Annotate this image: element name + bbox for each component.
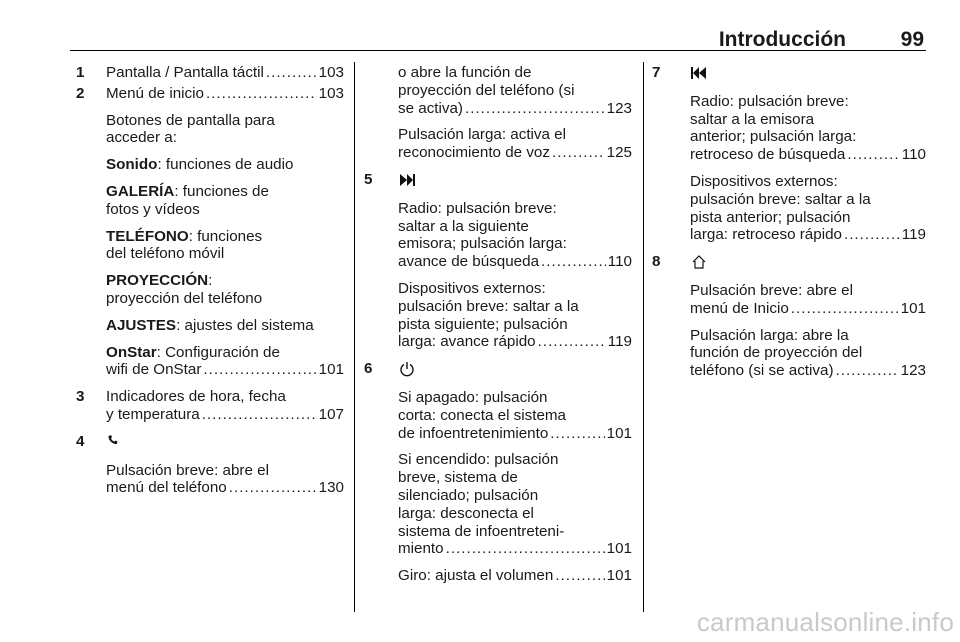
text-line: Si encendido: pulsación (398, 451, 559, 469)
page-ref: 123 (606, 99, 632, 117)
leader-dots (203, 361, 316, 379)
text: : (208, 272, 213, 290)
text-line: emisora; pulsación larga: (398, 235, 567, 253)
text-line: Pulsación breve: abre el (690, 281, 853, 299)
text-line: Pulsación larga: abre la (690, 326, 849, 344)
leader-dots (844, 226, 900, 244)
text: : funciones de (174, 182, 269, 200)
text-line: anterior; pulsación larga: (690, 128, 857, 146)
page-ref: 110 (607, 253, 632, 271)
entry-number: 3 (76, 388, 85, 406)
text: : ajustes del sistema (176, 316, 314, 334)
leader-dots (541, 253, 606, 271)
text: : Configuración de (156, 343, 280, 361)
column-divider-right (643, 62, 644, 612)
entry-number: 5 (364, 170, 373, 188)
text-line: y temperatura (106, 405, 200, 423)
phone-icon (106, 433, 344, 453)
leader-dots (836, 362, 899, 380)
page-ref: 123 (900, 362, 926, 380)
page-ref: 119 (901, 226, 926, 244)
entry-8 (650, 253, 926, 380)
entry-7 (650, 64, 926, 244)
text-line: larga: avance rápido (398, 333, 536, 351)
leader-dots (538, 333, 606, 351)
text-line: Giro: ajusta el volumen (398, 567, 554, 585)
page-header (70, 20, 926, 51)
text-line: Botones de pantalla para (106, 111, 275, 129)
page-ref: 125 (606, 144, 632, 162)
page-ref: 101 (606, 540, 632, 558)
paragraph (106, 344, 344, 380)
entry-3 (74, 388, 344, 424)
page-ref: 103 (318, 84, 344, 102)
text-line: menú del teléfono (106, 479, 227, 497)
entry-text: Pantalla / Pantalla táctil (106, 64, 264, 81)
text-line: se activa) (398, 99, 463, 117)
entry-4-continued (362, 64, 632, 162)
leader-dots (791, 300, 899, 318)
column-divider-left (354, 62, 355, 612)
leader-dots (552, 144, 605, 162)
text-line: de infoentretenimiento (398, 424, 549, 442)
text-line: saltar a la emisora (690, 110, 815, 128)
column-1 (74, 64, 344, 506)
page-ref: 130 (318, 479, 344, 497)
previous-track-icon (690, 64, 926, 84)
column-2 (362, 64, 632, 594)
text-line: Radio: pulsación breve: (398, 199, 557, 217)
entry-5 (362, 171, 632, 351)
entry-number: 4 (76, 432, 85, 450)
term: Sonido (106, 156, 158, 174)
entry-number: 2 (76, 84, 85, 102)
page-ref: 119 (607, 333, 632, 351)
term: TELÉFONO (106, 227, 189, 245)
text-line: larga: retroceso rápido (690, 226, 842, 244)
text-line: retroceso de búsqueda (690, 146, 846, 164)
leader-dots (465, 100, 605, 118)
text-line: o abre la función de (398, 64, 532, 81)
entry-number: 7 (652, 64, 661, 81)
leader-dots (229, 479, 317, 497)
text-line: función de proyección del (690, 344, 863, 362)
paragraph (106, 228, 344, 264)
term: GALERÍA (106, 182, 175, 200)
text-line: avance de búsqueda (398, 253, 540, 271)
text-line: Si apagado: pulsación (398, 388, 548, 406)
page-ref: 101 (606, 424, 632, 442)
next-track-icon (398, 171, 632, 191)
leader-dots (202, 406, 317, 424)
page-ref: 101 (606, 567, 632, 585)
text-line: pista siguiente; pulsación (398, 315, 568, 333)
entry-number: 8 (652, 253, 661, 271)
leader-dots (555, 567, 604, 585)
leader-dots (550, 425, 604, 443)
text-line: wifi de OnStar (106, 361, 202, 379)
page-ref: 101 (900, 299, 926, 317)
paragraph (106, 112, 344, 148)
text-line: silenciado; pulsación (398, 486, 539, 504)
text-line: menú de Inicio (690, 299, 789, 317)
text-line: pulsación breve: saltar a la (690, 190, 871, 208)
paragraph (106, 317, 344, 335)
text-line: acceder a: (106, 129, 177, 147)
home-icon (690, 253, 926, 273)
power-icon (398, 360, 632, 380)
page-ref: 103 (318, 64, 344, 81)
term: PROYECCIÓN (106, 272, 209, 290)
entry-text: Menú de inicio (106, 84, 204, 102)
text-line: proyección del teléfono (106, 289, 263, 307)
text-line: saltar a la siguiente (398, 217, 529, 235)
column-3 (650, 64, 926, 389)
text-line: del teléfono móvil (106, 245, 225, 263)
text-line: fotos y vídeos (106, 200, 200, 218)
entry-number: 6 (364, 360, 373, 378)
page-ref: 110 (901, 146, 926, 164)
text-line: reconocimiento de voz (398, 144, 550, 162)
text-line: larga: desconecta el (398, 504, 534, 522)
text-line: Radio: pulsación breve: (690, 92, 849, 110)
paragraph (106, 272, 344, 308)
text-line: pista anterior; pulsación (690, 208, 851, 226)
text-line: proyección del teléfono (si (398, 81, 575, 99)
text-line: teléfono (si se activa) (690, 362, 834, 380)
entry-2 (74, 85, 344, 379)
term: OnStar (106, 343, 157, 361)
text-line: Indicadores de hora, fecha (106, 388, 286, 406)
text-line: corta: conecta el sistema (398, 406, 566, 424)
page-number: 99 (900, 28, 924, 51)
watermark: carmanualsonline.info (696, 607, 954, 637)
leader-dots (847, 146, 899, 164)
page-title: Introducción (718, 28, 846, 51)
text-line: miento (398, 540, 444, 558)
text-line: pulsación breve: saltar a la (398, 297, 579, 315)
paragraph (106, 156, 344, 174)
entry-1 (74, 64, 344, 82)
text-line: Pulsación breve: abre el (106, 461, 269, 479)
entry-number: 1 (76, 64, 85, 81)
text: : funciones (188, 227, 263, 245)
page-ref: 101 (318, 361, 344, 379)
text: : funciones de audio (157, 156, 294, 174)
leader-dots (446, 540, 605, 558)
text-line: breve, sistema de (398, 469, 518, 487)
text-line: Dispositivos externos: (690, 172, 838, 190)
page-ref: 107 (318, 405, 344, 423)
text-line: sistema de infoentreteni- (398, 522, 565, 540)
text-line: Pulsación larga: activa el (398, 126, 566, 144)
entry-6 (362, 360, 632, 585)
leader-dots (266, 64, 317, 82)
term: AJUSTES (106, 316, 177, 334)
leader-dots (206, 85, 317, 103)
text-line: Dispositivos externos: (398, 279, 546, 297)
entry-4 (74, 433, 344, 497)
paragraph (106, 183, 344, 219)
